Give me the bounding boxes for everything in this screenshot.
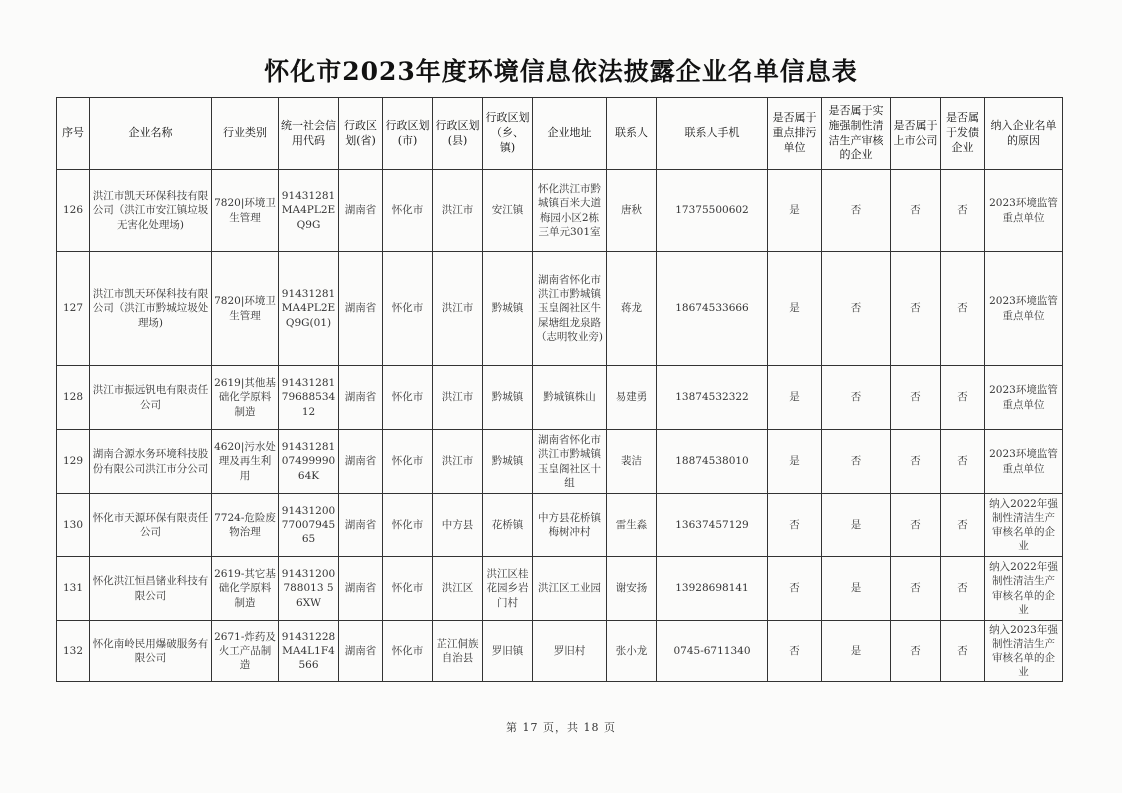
header-no: 序号 [57,98,90,170]
cell-county: 芷江侗族自治县 [433,621,483,682]
cell-clean-production: 是 [822,557,891,621]
cell-phone: 0745-6711340 [657,621,768,682]
header-key-polluter: 是否属于重点排污单位 [768,98,822,170]
cell-reason: 2023环境监管重点单位 [985,170,1063,252]
cell-bond: 否 [941,366,985,430]
cell-no: 132 [57,621,90,682]
cell-listed: 否 [891,430,941,494]
cell-name: 洪江市凯天环保科技有限公司（洪江市安江镇垃圾无害化处理场) [90,170,212,252]
header-city: 行政区划(市) [383,98,433,170]
table-row [57,494,1063,557]
cell-county: 洪江区 [433,557,483,621]
cell-contact: 唐秋 [607,170,657,252]
cell-key-polluter: 是 [768,252,822,366]
cell-town: 黔城镇 [483,252,533,366]
cell-industry: 2671-炸药及火工产品制造 [212,621,279,682]
cell-reason: 2023环境监管重点单位 [985,430,1063,494]
header-town: 行政区划（乡、镇) [483,98,533,170]
cell-contact: 雷生淼 [607,494,657,557]
cell-city: 怀化市 [383,366,433,430]
cell-key-polluter: 是 [768,430,822,494]
header-clean-production: 是否属于实施强制性清洁生产审核的企业 [822,98,891,170]
cell-phone: 18674533666 [657,252,768,366]
table-row [57,430,1063,494]
cell-address: 黔城镇株山 [533,366,607,430]
cell-bond: 否 [941,621,985,682]
cell-phone: 17375500602 [657,170,768,252]
cell-no: 127 [57,252,90,366]
cell-town: 罗旧镇 [483,621,533,682]
cell-industry: 4620|污水处理及再生利用 [212,430,279,494]
table-row [57,557,1063,621]
cell-bond: 否 [941,252,985,366]
cell-name: 洪江市振远钒电有限责任公司 [90,366,212,430]
cell-reason: 纳入2022年强制性清洁生产审核名单的企业 [985,494,1063,557]
enterprise-table [56,97,1063,682]
cell-phone: 13637457129 [657,494,768,557]
cell-industry: 7820|环境卫生管理 [212,170,279,252]
cell-contact: 张小龙 [607,621,657,682]
header-credit-code: 统一社会信用代码 [279,98,339,170]
cell-town: 黔城镇 [483,430,533,494]
cell-credit-code: 91431281MA4PL2EQ9G [279,170,339,252]
cell-no: 126 [57,170,90,252]
cell-no: 129 [57,430,90,494]
header-bond: 是否属于发债企业 [941,98,985,170]
cell-city: 怀化市 [383,252,433,366]
cell-province: 湖南省 [339,252,383,366]
cell-industry: 7724-危险废物治理 [212,494,279,557]
cell-industry: 2619-其它基础化学原料制造 [212,557,279,621]
cell-town: 黔城镇 [483,366,533,430]
cell-bond: 否 [941,430,985,494]
cell-name: 洪江市凯天环保科技有限公司（洪江市黔城垃圾处理场) [90,252,212,366]
cell-clean-production: 否 [822,366,891,430]
cell-province: 湖南省 [339,621,383,682]
cell-name: 怀化洪江恒昌锗业科技有限公司 [90,557,212,621]
cell-county: 中方县 [433,494,483,557]
cell-listed: 否 [891,557,941,621]
cell-phone: 18874538010 [657,430,768,494]
cell-contact: 易建勇 [607,366,657,430]
cell-listed: 否 [891,170,941,252]
cell-name: 怀化南岭民用爆破服务有限公司 [90,621,212,682]
cell-town: 洪江区桂花园乡岩门村 [483,557,533,621]
cell-province: 湖南省 [339,494,383,557]
cell-listed: 否 [891,366,941,430]
table-row [57,621,1063,682]
cell-listed: 否 [891,621,941,682]
cell-industry: 2619|其他基础化学原料制造 [212,366,279,430]
cell-county: 洪江市 [433,366,483,430]
table-row [57,366,1063,430]
cell-phone: 13928698141 [657,557,768,621]
header-listed: 是否属于上市公司 [891,98,941,170]
cell-city: 怀化市 [383,494,433,557]
header-phone: 联系人手机 [657,98,768,170]
page-title: 怀化市2023年度环境信息依法披露企业名单信息表 [264,57,858,86]
cell-name: 怀化市天源环保有限责任公司 [90,494,212,557]
cell-clean-production: 否 [822,430,891,494]
cell-listed: 否 [891,494,941,557]
cell-address: 湖南省怀化市洪江市黔城镇玉皇阁社区牛屎塘组龙泉路（志明牧业旁) [533,252,607,366]
table-row [57,252,1063,366]
cell-bond: 否 [941,557,985,621]
cell-reason: 纳入2022年强制性清洁生产审核名单的企业 [985,557,1063,621]
cell-address: 湖南省怀化市洪江市黔城镇玉皇阁社区十组 [533,430,607,494]
cell-address: 中方县花桥镇梅树冲村 [533,494,607,557]
cell-county: 洪江市 [433,170,483,252]
cell-clean-production: 是 [822,621,891,682]
cell-bond: 否 [941,170,985,252]
cell-reason: 2023环境监管重点单位 [985,252,1063,366]
cell-key-polluter: 否 [768,494,822,557]
cell-clean-production: 否 [822,170,891,252]
page-number: 第 17 页，共 18 页 [506,721,616,734]
cell-bond: 否 [941,494,985,557]
cell-name: 湖南合源水务环境科技股份有限公司洪江市分公司 [90,430,212,494]
cell-credit-code: 914312817968853412 [279,366,339,430]
cell-reason: 纳入2023年强制性清洁生产审核名单的企业 [985,621,1063,682]
cell-county: 洪江市 [433,430,483,494]
table-row [57,170,1063,252]
cell-province: 湖南省 [339,430,383,494]
cell-no: 130 [57,494,90,557]
cell-credit-code: 914312007700794565 [279,494,339,557]
cell-no: 131 [57,557,90,621]
cell-city: 怀化市 [383,621,433,682]
table-header-row [57,98,1063,170]
cell-county: 洪江市 [433,252,483,366]
cell-address: 洪江区工业园 [533,557,607,621]
cell-address: 罗旧村 [533,621,607,682]
cell-city: 怀化市 [383,430,433,494]
cell-key-polluter: 否 [768,557,822,621]
cell-listed: 否 [891,252,941,366]
cell-industry: 7820|环境卫生管理 [212,252,279,366]
cell-clean-production: 否 [822,252,891,366]
cell-contact: 蒋龙 [607,252,657,366]
cell-no: 128 [57,366,90,430]
header-address: 企业地址 [533,98,607,170]
cell-town: 安江镇 [483,170,533,252]
cell-contact: 裴洁 [607,430,657,494]
cell-city: 怀化市 [383,170,433,252]
cell-town: 花桥镇 [483,494,533,557]
cell-credit-code: 91431228MA4L1F4566 [279,621,339,682]
cell-reason: 2023环境监管重点单位 [985,366,1063,430]
cell-key-polluter: 是 [768,170,822,252]
cell-contact: 谢安扬 [607,557,657,621]
cell-address: 怀化洪江市黔城镇百米大道梅园小区2栋三单元301室 [533,170,607,252]
header-province: 行政区划(省) [339,98,383,170]
header-contact: 联系人 [607,98,657,170]
cell-city: 怀化市 [383,557,433,621]
cell-province: 湖南省 [339,366,383,430]
cell-credit-code: 91431281MA4PL2EQ9G(01) [279,252,339,366]
cell-clean-production: 是 [822,494,891,557]
header-name: 企业名称 [90,98,212,170]
cell-credit-code: 914312810749999064K [279,430,339,494]
cell-key-polluter: 是 [768,366,822,430]
cell-credit-code: 91431200788013 56XW [279,557,339,621]
header-reason: 纳入企业名单的原因 [985,98,1063,170]
cell-province: 湖南省 [339,170,383,252]
header-industry: 行业类别 [212,98,279,170]
cell-phone: 13874532322 [657,366,768,430]
header-county: 行政区划(县) [433,98,483,170]
cell-province: 湖南省 [339,557,383,621]
cell-key-polluter: 否 [768,621,822,682]
